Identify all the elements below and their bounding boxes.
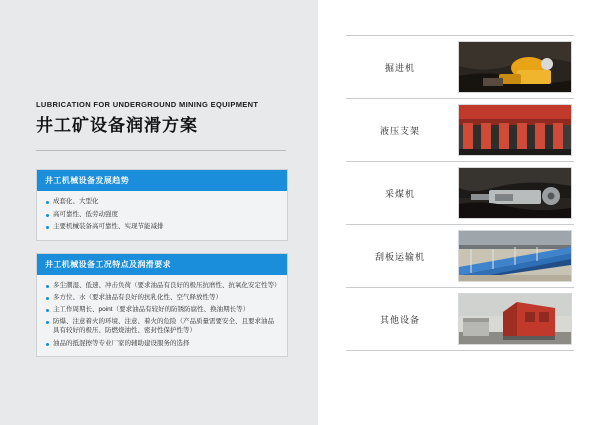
- block-header-requirements: 井工机械设备工况特点及润滑要求: [37, 254, 287, 275]
- bullet-item: [46, 198, 278, 207]
- bullet-item: [46, 340, 278, 349]
- block-body-requirements: [37, 275, 287, 357]
- equipment-label: 采煤机: [384, 188, 415, 199]
- bullet-dot-icon: [46, 321, 49, 324]
- equipment-label: 其他设备: [379, 314, 420, 325]
- bullet-item: [46, 306, 278, 315]
- bullet-dot-icon: [46, 343, 49, 346]
- equipment-table: [346, 35, 574, 351]
- bullet-text: 主工作周期长、point（要求油品有较好的防锈防腐性、换油期长等）: [53, 306, 250, 314]
- block-body-trends: [37, 191, 287, 239]
- bullet-text: 油品的抵混擦等专业厂家的辅助建设服务的选择: [53, 339, 190, 347]
- bullet-item: [46, 318, 278, 336]
- bullet-dot-icon: [46, 201, 49, 204]
- info-block-trends: [36, 169, 288, 240]
- bullet-dot-icon: [46, 285, 49, 288]
- bullet-item: [46, 294, 278, 303]
- equipment-label: 液压支架: [379, 125, 420, 136]
- shearer-photo: [458, 167, 572, 219]
- right-panel: [318, 0, 600, 425]
- page-title: 井工矿设备润滑方案: [36, 116, 198, 135]
- other-equipment-photo: [458, 293, 572, 345]
- bullet-item: [46, 281, 281, 291]
- bullet-text: 多尘潮湿、低速、冲击负荷（要求油品有良好的极压抗磨性、抗氧化安定性等）: [53, 281, 281, 289]
- left-content: [36, 100, 286, 357]
- title-divider: [36, 150, 286, 151]
- block-header-trends: 井工机械设备发展趋势: [37, 170, 287, 191]
- equipment-label: 掘进机: [384, 62, 415, 73]
- table-row: [346, 225, 574, 288]
- bullet-dot-icon: [46, 226, 49, 229]
- bullet-dot-icon: [46, 214, 49, 217]
- eyebrow-text: LUBRICATION FOR UNDERGROUND MINING EQUIPMENT: [36, 100, 259, 109]
- bullet-item: [46, 223, 278, 232]
- scraper-conveyor-photo: [458, 230, 572, 282]
- bullet-text: 防爆、注意着火的环境、注意、着火的危险（产品质量需要安全、且要求油品具有较好的极压、防燃烧油性、密封性保护性等）: [53, 318, 274, 335]
- roadheader-photo: [458, 41, 572, 93]
- bullet-item: [46, 211, 278, 220]
- bullet-text: 成套化、大型化: [53, 198, 99, 206]
- bullet-text: 多方位、水（要求油品有良好的抗乳化性、空气释放性等）: [53, 293, 222, 301]
- table-row: [346, 99, 574, 162]
- table-row: [346, 162, 574, 225]
- bullet-text: 主要机械装备高可靠性、实现节能减排: [53, 222, 164, 230]
- table-row: [346, 36, 574, 99]
- info-block-requirements: [36, 253, 288, 358]
- bullet-text: 高可靠性、低劳动强度: [53, 210, 118, 218]
- table-row: [346, 288, 574, 351]
- bullet-dot-icon: [46, 297, 49, 300]
- hydraulic-support-photo: [458, 104, 572, 156]
- bullet-dot-icon: [46, 309, 49, 312]
- equipment-label: 刮板运输机: [374, 251, 425, 262]
